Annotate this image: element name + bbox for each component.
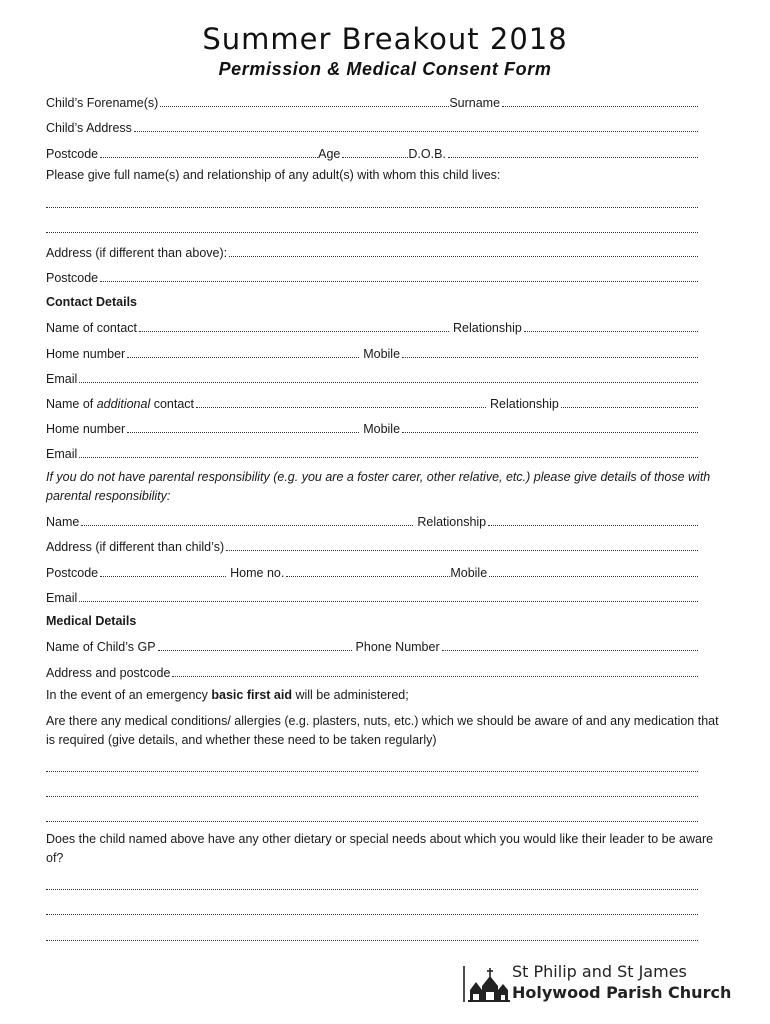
parental-name-row <box>46 511 698 529</box>
medical-heading: Medical Details <box>46 614 137 628</box>
parental-name-field[interactable] <box>81 524 413 526</box>
email2-field[interactable] <box>79 456 698 458</box>
mobile2-field[interactable] <box>402 431 698 433</box>
contact-phone-row <box>46 343 698 361</box>
phone-field[interactable] <box>442 649 698 651</box>
logo-line-2: Holywood Parish Church <box>512 983 732 1002</box>
gp-row <box>46 636 698 654</box>
parental-address-field[interactable] <box>226 549 698 551</box>
alt-postcode-row <box>46 267 698 285</box>
alt-postcode-label: Postcode <box>46 271 99 285</box>
parental-postcode-field[interactable] <box>100 575 226 577</box>
mobile-label: Mobile <box>363 347 401 361</box>
relationship2-label: Relationship <box>490 397 559 411</box>
child-postcode-row <box>46 143 698 161</box>
contact-name-row <box>46 317 698 335</box>
home2-field[interactable] <box>127 431 359 433</box>
conditions-prompt: Are there any medical conditions/ allergies (e.g. plasters, nuts, etc.) which we should be aware of and any medication that is required (give details, and whether these need to be taken regularly) <box>46 714 719 747</box>
gp-address-row <box>46 662 698 680</box>
adults-line-2[interactable] <box>46 232 698 233</box>
adults-line-1[interactable] <box>46 207 698 208</box>
alt-address-label: Address (if different than above): <box>46 246 228 260</box>
parental-note: If you do not have parental responsibility (e.g. you are a foster carer, other relative, etc.) please give details of those with parental responsibility: <box>46 470 711 503</box>
form-subtitle: Permission & Medical Consent Form <box>218 59 552 79</box>
age-label: Age <box>318 147 341 161</box>
alt-address-field[interactable] <box>229 255 698 257</box>
logo-line-1: St Philip and St James <box>512 962 687 981</box>
dob-field[interactable] <box>448 156 698 158</box>
parental-mobile-label: Mobile <box>450 566 488 580</box>
dietary-prompt: Does the child named above have any other dietary or special needs about which you would like their leader to be aware of? <box>46 832 714 865</box>
adults-prompt: Please give full name(s) and relationship of any adult(s) with whom this child lives: <box>46 168 501 182</box>
child-address-field[interactable] <box>134 130 698 132</box>
additional-email-row <box>46 443 698 461</box>
dietary-line-1[interactable] <box>46 889 698 890</box>
email-label: Email <box>46 372 78 386</box>
conditions-line-1[interactable] <box>46 771 698 772</box>
parental-mobile-field[interactable] <box>489 575 698 577</box>
child-postcode-field[interactable] <box>100 156 318 158</box>
mobile-field[interactable] <box>402 356 698 358</box>
home-number-label: Home number <box>46 347 126 361</box>
email-field[interactable] <box>79 381 698 383</box>
additional-contact-field[interactable] <box>196 406 486 408</box>
church-logo <box>462 962 732 1006</box>
gp-label: Name of Child’s GP <box>46 640 156 654</box>
surname-label: Surname <box>449 96 501 110</box>
parental-email-label: Email <box>46 591 78 605</box>
email2-label: Email <box>46 447 78 461</box>
dob-label: D.O.B. <box>408 147 446 161</box>
parental-address-label: Address (if different than child’s) <box>46 540 225 554</box>
parental-email-row <box>46 587 698 605</box>
age-field[interactable] <box>342 156 408 158</box>
parental-postcode-label: Postcode <box>46 566 99 580</box>
conditions-line-3[interactable] <box>46 821 698 822</box>
alt-address-row <box>46 242 698 260</box>
dietary-line-3[interactable] <box>46 940 698 941</box>
relationship-label: Relationship <box>453 321 522 335</box>
relationship-field[interactable] <box>524 330 698 332</box>
child-name-row <box>46 92 698 110</box>
parental-contact-row <box>46 562 698 580</box>
contact-name-label: Name of contact <box>46 321 138 335</box>
parental-relationship-label: Relationship <box>417 515 487 529</box>
parental-email-field[interactable] <box>79 600 698 602</box>
gp-address-label: Address and postcode <box>46 666 171 680</box>
parental-name-label: Name <box>46 515 80 529</box>
church-spire-icon <box>462 964 510 1004</box>
alt-postcode-field[interactable] <box>100 280 698 282</box>
contact-name-field[interactable] <box>139 330 449 332</box>
contact-heading: Contact Details <box>46 295 137 309</box>
forename-label: Child’s Forename(s) <box>46 96 159 110</box>
parental-home-field[interactable] <box>286 575 450 577</box>
child-address-label: Child’s Address <box>46 121 132 135</box>
contact-email-row <box>46 368 698 386</box>
home2-label: Home number <box>46 422 126 436</box>
parental-home-label: Home no. <box>230 566 285 580</box>
surname-field[interactable] <box>502 105 698 107</box>
parental-relationship-field[interactable] <box>488 524 698 526</box>
conditions-line-2[interactable] <box>46 796 698 797</box>
forename-field[interactable] <box>160 105 449 107</box>
form-title: Summer Breakout 2018 <box>202 22 568 56</box>
gp-address-field[interactable] <box>172 675 698 677</box>
gp-field[interactable] <box>158 649 352 651</box>
additional-contact-row <box>46 393 698 411</box>
mobile2-label: Mobile <box>363 422 401 436</box>
additional-phone-row <box>46 418 698 436</box>
dietary-line-2[interactable] <box>46 914 698 915</box>
child-address-row <box>46 117 698 135</box>
first-aid-statement: In the event of an emergency basic first aid will be administered; <box>46 688 409 702</box>
phone-label: Phone Number <box>355 640 440 654</box>
parental-address-row <box>46 536 698 554</box>
relationship2-field[interactable] <box>561 406 698 408</box>
home-number-field[interactable] <box>127 356 359 358</box>
child-postcode-label: Postcode <box>46 147 99 161</box>
additional-contact-label: Name of additional contact <box>46 397 195 411</box>
